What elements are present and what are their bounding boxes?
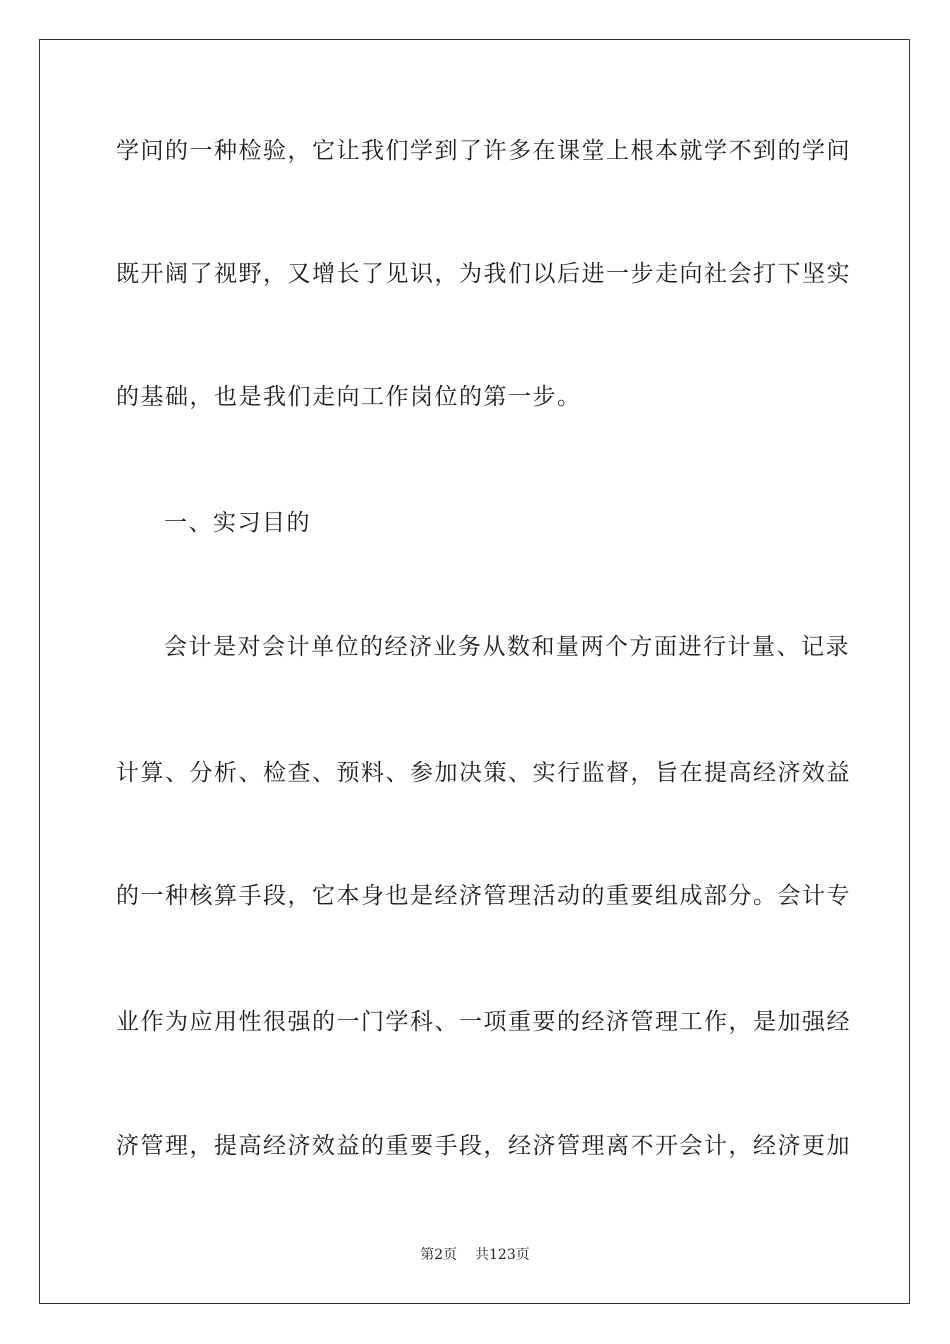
body-text-line: 济管理，提高经济效益的重要手段，经济管理离不开会计，经济更加 [116,1133,851,1159]
page-border [39,39,910,1304]
body-text-line: 的基础，也是我们走向工作岗位的第一步。 [116,384,582,410]
body-text-line: 的一种核算手段，它本身也是经济管理活动的重要组成部分。会计专 [116,883,851,909]
section-heading: 一、实习目的 [164,510,311,536]
total-pages: 共123页 [475,1247,530,1263]
body-text-line: 既开阔了视野，又增长了见识，为我们以后进一步走向社会打下坚实 [116,261,851,287]
body-text-line: 学问的一种检验，它让我们学到了许多在课堂上根本就学不到的学问 [116,138,851,164]
body-text-line: 业作为应用性很强的一门学科、一项重要的经济管理工作，是加强经 [116,1009,851,1035]
paragraph-first-line: 会计是对会计单位的经济业务从数和量两个方面进行计量、记录 [164,634,850,660]
page-footer [0,1246,950,1264]
body-text-line: 计算、分析、检查、预料、参加决策、实行监督，旨在提高经济效益 [116,760,851,786]
page-number: 第2页 [420,1247,458,1263]
